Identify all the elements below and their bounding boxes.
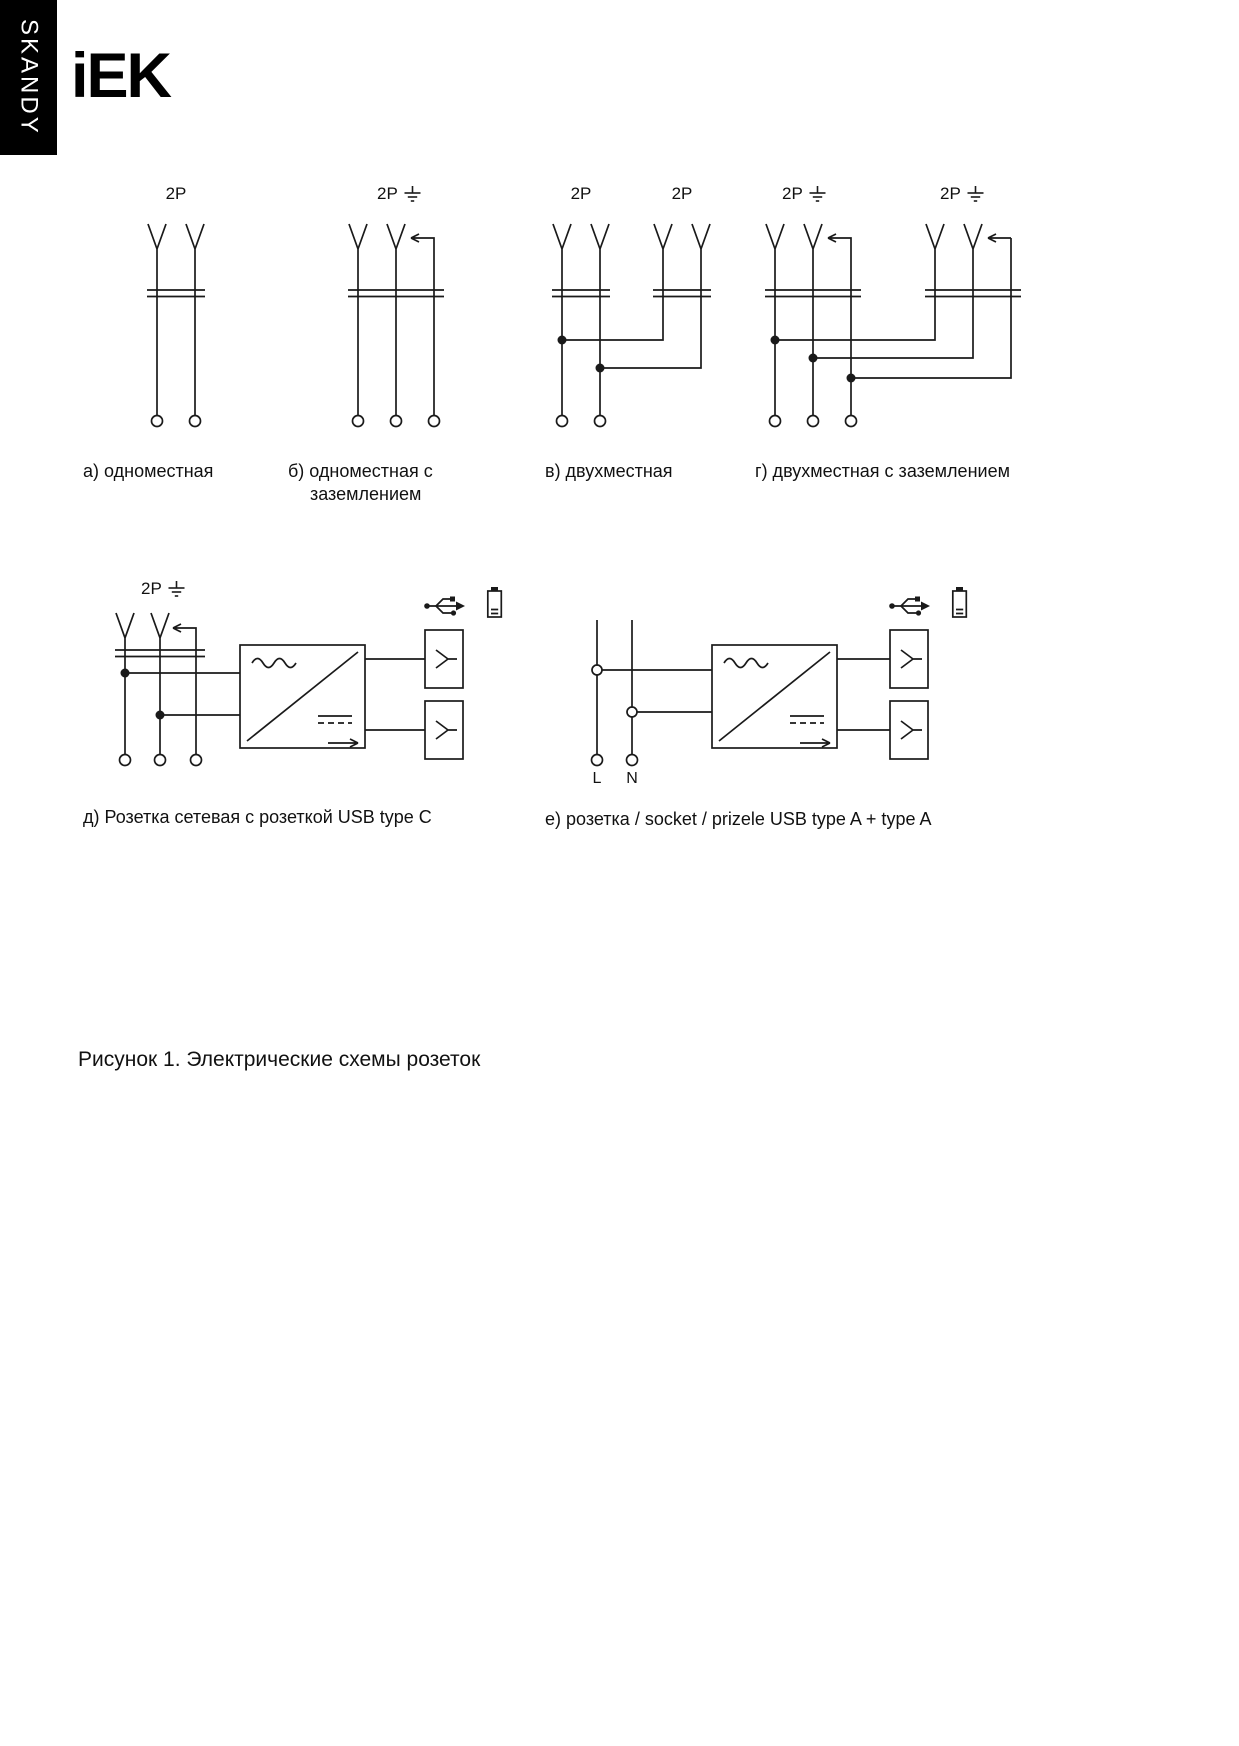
terminal-label-n: N xyxy=(626,770,638,787)
usb-port-box xyxy=(425,701,463,759)
contact-pin xyxy=(766,224,784,416)
ground-contact-arrow xyxy=(411,234,434,416)
ground-icon xyxy=(403,185,422,203)
diagram-v-schematic xyxy=(552,224,711,427)
terminal-circle xyxy=(391,416,402,427)
contact-pin xyxy=(116,613,134,755)
terminal-circle xyxy=(808,416,819,427)
figure-caption: Рисунок 1. Электрические схемы розеток xyxy=(78,1048,481,1071)
pole-label-g-left xyxy=(782,184,827,204)
contact-pin xyxy=(553,224,571,416)
caption-b-line1: б) одноместная с xyxy=(288,461,433,481)
terminal-circle xyxy=(429,416,440,427)
diagram-a-schematic xyxy=(147,224,205,427)
diagram-g-schematic xyxy=(765,224,1021,427)
contact-pin xyxy=(151,613,169,755)
contact-pin xyxy=(186,224,204,416)
contact-pin xyxy=(148,224,166,416)
usb-port-box xyxy=(425,630,463,688)
junction-dot xyxy=(596,364,605,373)
terminal-circle xyxy=(770,416,781,427)
acdc-converter-box xyxy=(712,645,837,748)
terminal-circle xyxy=(627,755,638,766)
diagram-d-schematic xyxy=(115,587,501,766)
ground-icon xyxy=(167,580,186,598)
ground-contact-arrow xyxy=(828,234,851,416)
pole-count-label: 2P xyxy=(782,184,803,203)
pole-label-v-right: 2P xyxy=(671,184,693,203)
ground-contact-arrow xyxy=(851,234,1011,378)
terminal-circle xyxy=(155,755,166,766)
terminal-circle xyxy=(353,416,364,427)
battery-icon xyxy=(488,587,502,617)
ground-contact-arrow xyxy=(173,624,196,755)
terminal-circle xyxy=(595,416,606,427)
junction-dot xyxy=(558,336,567,345)
junction-dot xyxy=(771,336,780,345)
pole-label-d xyxy=(141,579,186,599)
tap-terminal-circle xyxy=(627,707,637,717)
terminal-circle xyxy=(152,416,163,427)
caption-v: в) двухместная xyxy=(545,461,673,481)
diagram-e-schematic xyxy=(592,587,967,766)
battery-icon xyxy=(953,587,967,617)
pole-label-v-left: 2P xyxy=(570,184,592,203)
terminal-circle xyxy=(120,755,131,766)
acdc-converter-box xyxy=(240,645,365,748)
socket-front-panel xyxy=(552,290,610,297)
diagram-b-schematic xyxy=(348,224,444,427)
pole-label-g-right xyxy=(940,184,985,204)
caption-e: е) розетка / socket / prizele USB type A + type A xyxy=(545,809,932,829)
caption-d: д) Розетка сетевая с розеткой USB type C xyxy=(83,807,432,827)
contact-pin xyxy=(775,224,944,340)
terminal-circle xyxy=(191,755,202,766)
junction-dot xyxy=(156,711,165,720)
contact-pin xyxy=(804,224,822,416)
contact-pin xyxy=(387,224,405,416)
usb-icon xyxy=(424,597,465,616)
junction-dot xyxy=(847,374,856,383)
ground-icon xyxy=(808,185,827,203)
pole-label-b xyxy=(377,184,422,204)
socket-front-panel xyxy=(653,290,711,297)
series-tab-label: SKANDY xyxy=(15,19,43,136)
pole-label-a: 2P xyxy=(165,184,187,203)
terminal-label-l: L xyxy=(592,770,602,787)
pole-count-label: 2P xyxy=(940,184,961,203)
contact-pin xyxy=(813,224,982,358)
terminal-circle xyxy=(190,416,201,427)
caption-a: а) одноместная xyxy=(83,461,214,481)
contact-pin xyxy=(591,224,609,416)
ground-icon xyxy=(966,185,985,203)
tap-terminal-circle xyxy=(592,665,602,675)
terminal-circle xyxy=(557,416,568,427)
pole-count-label: 2P xyxy=(141,579,162,598)
junction-dot xyxy=(809,354,818,363)
usb-icon xyxy=(889,597,930,616)
junction-dot xyxy=(121,669,130,678)
caption-b xyxy=(288,460,433,505)
usb-port-box xyxy=(890,630,928,688)
terminal-circle xyxy=(592,755,603,766)
terminal-circle xyxy=(846,416,857,427)
pole-count-label: 2P xyxy=(377,184,398,203)
contact-pin xyxy=(562,224,672,340)
usb-port-box xyxy=(890,701,928,759)
socket-front-panel xyxy=(147,290,205,297)
caption-g: г) двухместная с заземлением xyxy=(755,461,1010,481)
caption-b-line2: заземлением xyxy=(310,483,422,504)
contact-pin xyxy=(349,224,367,416)
brand-logo: iEK xyxy=(71,41,171,111)
